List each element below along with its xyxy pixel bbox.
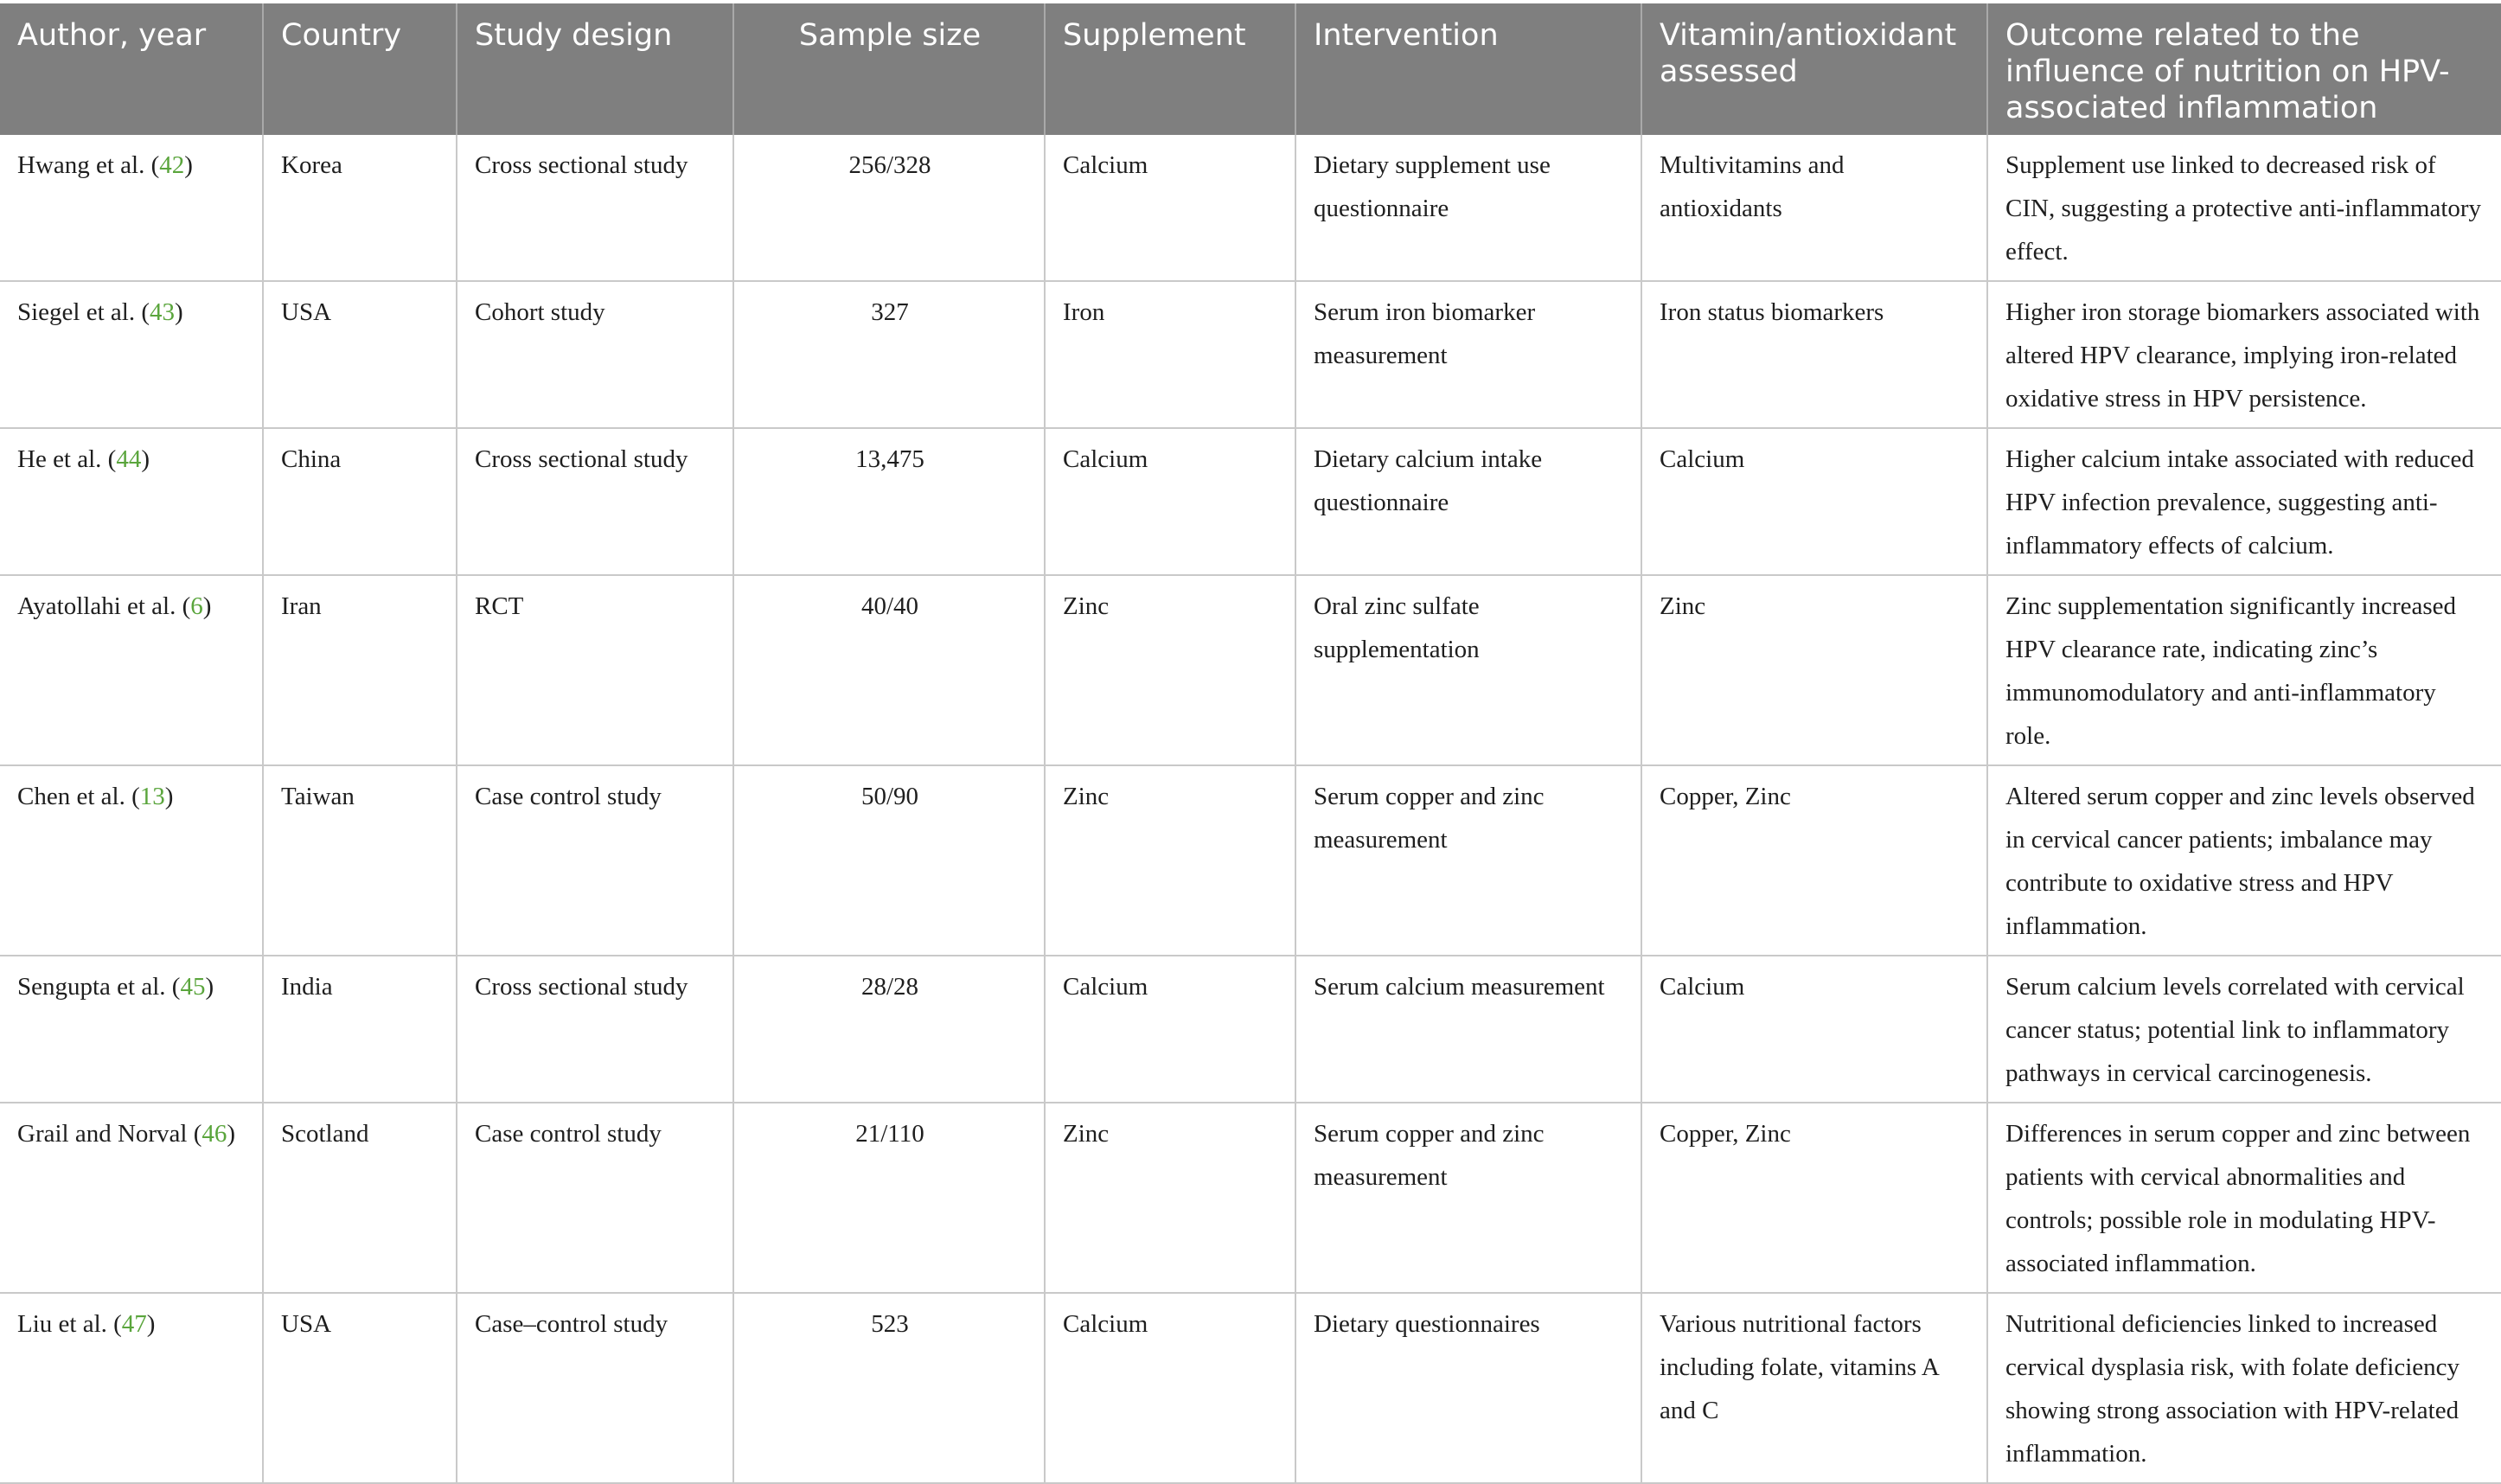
table-row bbox=[0, 135, 2501, 281]
header-intervention: Intervention bbox=[1295, 3, 1641, 135]
cell-assessed: Copper, Zinc bbox=[1641, 1103, 1987, 1293]
cell-author: Chen et al. (13) bbox=[0, 765, 263, 956]
cell-country: Scotland bbox=[263, 1103, 457, 1293]
table-header bbox=[0, 3, 2501, 135]
table-row bbox=[0, 956, 2501, 1103]
cell-assessed: Various nutritional factors including folate, vitamins A and C bbox=[1641, 1293, 1987, 1483]
header-study-design: Study design bbox=[457, 3, 733, 135]
cell-outcome: Supplement use linked to decreased risk of CIN, suggesting a protective anti-inflammatory effect. bbox=[1987, 135, 2501, 281]
cell-supplement: Calcium bbox=[1045, 135, 1295, 281]
cell-supplement: Zinc bbox=[1045, 765, 1295, 956]
header-vitamin-antioxidant: Vitamin/antioxidant assessed bbox=[1641, 3, 1987, 135]
cell-study-design: RCT bbox=[457, 575, 733, 765]
cell-assessed: Calcium bbox=[1641, 956, 1987, 1103]
cell-supplement: Zinc bbox=[1045, 575, 1295, 765]
cell-assessed: Calcium bbox=[1641, 428, 1987, 575]
cell-country: USA bbox=[263, 281, 457, 428]
reference-link[interactable]: 43 bbox=[150, 298, 176, 326]
cell-study-design: Cross sectional study bbox=[457, 135, 733, 281]
cell-intervention: Dietary supplement use questionnaire bbox=[1295, 135, 1641, 281]
cell-study-design: Case control study bbox=[457, 765, 733, 956]
reference-link[interactable]: 44 bbox=[116, 445, 142, 473]
header-supplement: Supplement bbox=[1045, 3, 1295, 135]
cell-study-design: Case–control study bbox=[457, 1293, 733, 1483]
cell-intervention: Serum calcium measurement bbox=[1295, 956, 1641, 1103]
cell-country: India bbox=[263, 956, 457, 1103]
cell-author: Grail and Norval (46) bbox=[0, 1103, 263, 1293]
reference-link[interactable]: 47 bbox=[121, 1310, 147, 1338]
cell-author: He et al. (44) bbox=[0, 428, 263, 575]
table-row bbox=[0, 281, 2501, 428]
cell-country: USA bbox=[263, 1293, 457, 1483]
cell-study-design: Case control study bbox=[457, 1103, 733, 1293]
cell-intervention: Dietary calcium intake questionnaire bbox=[1295, 428, 1641, 575]
cell-intervention: Serum iron biomarker measurement bbox=[1295, 281, 1641, 428]
reference-link[interactable]: 45 bbox=[180, 973, 206, 1001]
cell-sample-size: 327 bbox=[733, 281, 1045, 428]
cell-study-design: Cross sectional study bbox=[457, 428, 733, 575]
cell-outcome: Higher calcium intake associated with reduced HPV infection prevalence, suggesting anti-inflammatory effects of calcium. bbox=[1987, 428, 2501, 575]
cell-supplement: Calcium bbox=[1045, 1293, 1295, 1483]
cell-sample-size: 256/328 bbox=[733, 135, 1045, 281]
cell-outcome: Zinc supplementation significantly increased HPV clearance rate, indicating zinc’s immunomodulatory and anti-inflammatory role. bbox=[1987, 575, 2501, 765]
cell-study-design: Cohort study bbox=[457, 281, 733, 428]
cell-author: Siegel et al. (43) bbox=[0, 281, 263, 428]
cell-outcome: Differences in serum copper and zinc between patients with cervical abnormalities and controls; possible role in modulating HPV-associated inflammation. bbox=[1987, 1103, 2501, 1293]
cell-assessed: Zinc bbox=[1641, 575, 1987, 765]
cell-intervention: Serum copper and zinc measurement bbox=[1295, 1103, 1641, 1293]
studies-table bbox=[0, 3, 2501, 1484]
header-row bbox=[0, 3, 2501, 135]
cell-intervention: Oral zinc sulfate supplementation bbox=[1295, 575, 1641, 765]
cell-author: Sengupta et al. (45) bbox=[0, 956, 263, 1103]
header-country: Country bbox=[263, 3, 457, 135]
header-author-year: Author, year bbox=[0, 3, 263, 135]
cell-outcome: Serum calcium levels correlated with cervical cancer status; potential link to inflammatory pathways in cervical carcinogenesis. bbox=[1987, 956, 2501, 1103]
cell-country: China bbox=[263, 428, 457, 575]
cell-supplement: Calcium bbox=[1045, 956, 1295, 1103]
cell-sample-size: 40/40 bbox=[733, 575, 1045, 765]
cell-study-design: Cross sectional study bbox=[457, 956, 733, 1103]
cell-assessed: Multivitamins and antioxidants bbox=[1641, 135, 1987, 281]
cell-assessed: Copper, Zinc bbox=[1641, 765, 1987, 956]
cell-sample-size: 21/110 bbox=[733, 1103, 1045, 1293]
table-body bbox=[0, 135, 2501, 1483]
reference-link[interactable]: 13 bbox=[139, 783, 165, 810]
cell-outcome: Altered serum copper and zinc levels observed in cervical cancer patients; imbalance may contribute to oxidative stress and HPV inflammation. bbox=[1987, 765, 2501, 956]
cell-intervention: Dietary questionnaires bbox=[1295, 1293, 1641, 1483]
cell-sample-size: 28/28 bbox=[733, 956, 1045, 1103]
header-sample-size: Sample size bbox=[733, 3, 1045, 135]
cell-sample-size: 523 bbox=[733, 1293, 1045, 1483]
cell-author: Ayatollahi et al. (6) bbox=[0, 575, 263, 765]
table-row bbox=[0, 1103, 2501, 1293]
reference-link[interactable]: 42 bbox=[159, 151, 185, 179]
cell-assessed: Iron status biomarkers bbox=[1641, 281, 1987, 428]
cell-sample-size: 50/90 bbox=[733, 765, 1045, 956]
cell-country: Taiwan bbox=[263, 765, 457, 956]
table-row bbox=[0, 575, 2501, 765]
cell-author: Liu et al. (47) bbox=[0, 1293, 263, 1483]
table-row bbox=[0, 765, 2501, 956]
cell-outcome: Higher iron storage biomarkers associated with altered HPV clearance, implying iron-related oxidative stress in HPV persistence. bbox=[1987, 281, 2501, 428]
cell-intervention: Serum copper and zinc measurement bbox=[1295, 765, 1641, 956]
table-row bbox=[0, 1293, 2501, 1483]
cell-country: Iran bbox=[263, 575, 457, 765]
cell-supplement: Zinc bbox=[1045, 1103, 1295, 1293]
cell-supplement: Calcium bbox=[1045, 428, 1295, 575]
cell-author: Hwang et al. (42) bbox=[0, 135, 263, 281]
cell-outcome: Nutritional deficiencies linked to increased cervical dysplasia risk, with folate deficiency showing strong association with HPV-related inflammation. bbox=[1987, 1293, 2501, 1483]
table-row bbox=[0, 428, 2501, 575]
header-outcome: Outcome related to the influence of nutrition on HPV-associated inflammation bbox=[1987, 3, 2501, 135]
cell-sample-size: 13,475 bbox=[733, 428, 1045, 575]
reference-link[interactable]: 6 bbox=[190, 592, 203, 620]
cell-supplement: Iron bbox=[1045, 281, 1295, 428]
cell-country: Korea bbox=[263, 135, 457, 281]
reference-link[interactable]: 46 bbox=[201, 1120, 227, 1148]
